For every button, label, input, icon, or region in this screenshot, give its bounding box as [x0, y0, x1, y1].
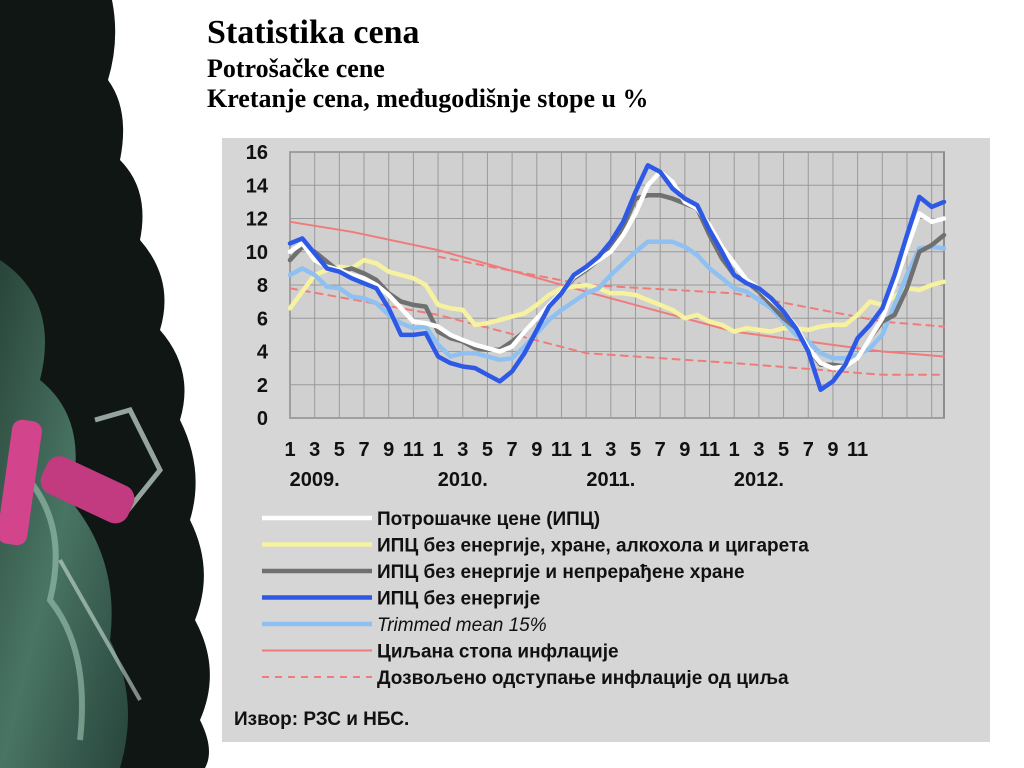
y-tick-label: 2 — [256, 374, 268, 397]
slide-title: Statistika cena — [207, 14, 420, 51]
x-tick-label: 5 — [629, 439, 642, 461]
y-tick-label: 12 — [245, 208, 268, 231]
y-tick-label: 16 — [245, 142, 268, 164]
x-tick-label: 7 — [654, 439, 666, 461]
x-tick-label: 7 — [802, 439, 814, 461]
x-tick-label: 11 — [402, 439, 424, 461]
x-tick-label: 3 — [605, 439, 617, 461]
source-note: Извор: РЗС и НБС. — [234, 709, 410, 730]
x-tick-label: 3 — [457, 439, 469, 461]
legend-label: ИПЦ без енергије, хране, алкохола и цигарета — [377, 535, 809, 557]
y-axis — [246, 142, 269, 430]
x-year-label: 2011. — [586, 469, 636, 491]
x-tick-label: 11 — [698, 439, 721, 461]
x-tick-label: 1 — [284, 439, 296, 461]
x-tick-label: 5 — [333, 439, 345, 461]
y-tick-label: 4 — [256, 341, 268, 364]
x-tick-label: 1 — [432, 439, 444, 461]
x-tick-label: 9 — [383, 439, 395, 461]
y-tick-label: 8 — [256, 275, 268, 297]
x-tick-label: 7 — [506, 439, 518, 461]
x-tick-label: 5 — [778, 439, 790, 461]
x-axis — [284, 439, 868, 491]
legend-label: Дозвољено одступање инфлације од циља — [377, 668, 789, 689]
line-chart — [222, 138, 990, 742]
slide-titles — [207, 12, 649, 114]
legend — [262, 509, 809, 689]
legend-label: Потрошачке цене (ИПЦ) — [377, 509, 601, 530]
chalkboard-decoration — [0, 0, 230, 768]
x-tick-label: 7 — [358, 439, 370, 461]
y-tick-label: 14 — [245, 175, 268, 198]
y-tick-label: 10 — [245, 241, 268, 264]
x-year-label: 2009. — [289, 469, 340, 491]
x-tick-label: 1 — [728, 439, 740, 461]
slide-subtitle: Potrošačke cene — [207, 54, 385, 83]
x-tick-label: 11 — [847, 439, 869, 461]
y-tick-label: 0 — [256, 408, 268, 430]
x-tick-label: 1 — [580, 439, 592, 461]
x-year-label: 2012. — [733, 469, 784, 491]
legend-label: ИПЦ без енергије — [377, 588, 541, 610]
legend-label: Циљана стопа инфлације — [377, 641, 619, 663]
chart-panel — [222, 138, 990, 742]
x-tick-label: 9 — [827, 439, 839, 461]
y-tick-label: 6 — [256, 308, 268, 331]
x-tick-label: 3 — [753, 439, 765, 461]
x-tick-label: 9 — [679, 439, 691, 461]
x-tick-label: 5 — [481, 439, 493, 461]
x-year-label: 2010. — [437, 469, 488, 491]
chart-subtitle: Kretanje cena, međugodišnje stope u % — [207, 84, 649, 113]
legend-label: ИПЦ без енергије и непрерађене хране — [377, 562, 745, 583]
x-tick-label: 9 — [531, 439, 543, 461]
legend-label: Trimmed mean 15% — [377, 615, 547, 636]
x-tick-label: 3 — [309, 439, 321, 461]
x-tick-label: 11 — [550, 439, 573, 461]
